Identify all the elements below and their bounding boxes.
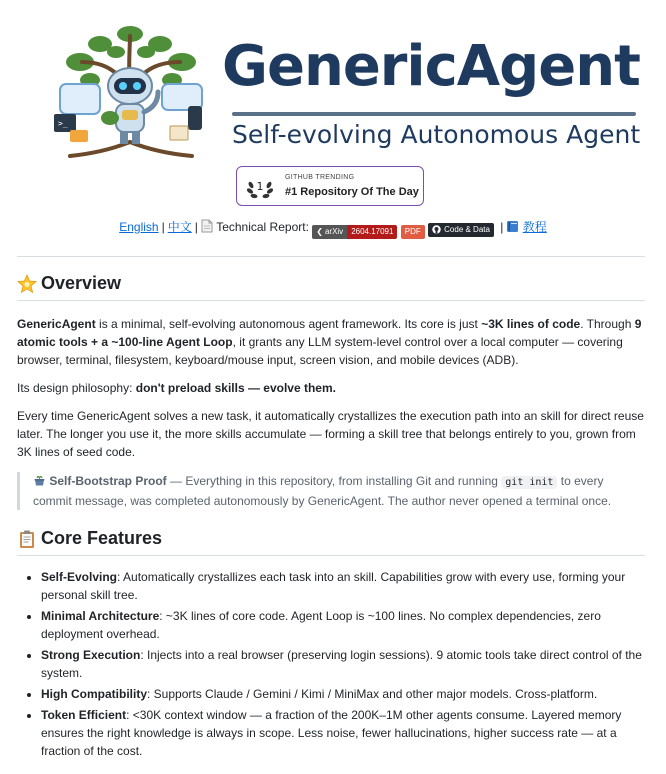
text: is a minimal, self-evolving autonomous agent framework. Its core is just: [95, 317, 482, 331]
self-bootstrap-quote: [17, 472, 645, 510]
inline-code: git init: [501, 476, 557, 489]
glowing-star-icon: [17, 274, 37, 294]
feature-title: Token Efficient: [41, 708, 127, 722]
brand-subtitle: Self-evolving Autonomous Agent: [232, 120, 641, 149]
readme-header: [0, 0, 666, 212]
bootstrap-pot-icon: [33, 474, 46, 487]
list-item: [41, 706, 645, 760]
overview-paragraph-2: [17, 379, 645, 397]
overview-paragraph-1: [17, 315, 645, 369]
svg-text:>_: >_: [58, 119, 68, 128]
quote-title: Self-Bootstrap Proof: [49, 474, 167, 488]
list-item: [41, 685, 645, 703]
text: Its design philosophy:: [17, 381, 136, 395]
core-features-heading-text: Core Features: [41, 528, 163, 548]
badge-rank: 1: [256, 180, 264, 193]
feature-text: : Automatically crystallizes each task into an skill. Capabilities grow with every use, forming your personal skill tree.: [41, 570, 626, 602]
feature-title: Strong Execution: [41, 648, 141, 662]
arxiv-label: arXiv: [324, 227, 344, 236]
separator: |: [194, 220, 198, 234]
brand-title: GenericAgent: [222, 34, 640, 99]
tech-report-label: Technical Report:: [216, 220, 309, 234]
bold-text: GenericAgent: [17, 317, 96, 331]
text: to every commit message, was completed autonomously by GenericAgent. The author never opened a terminal once.: [33, 474, 612, 508]
brand-divider: [232, 112, 636, 116]
overview-heading-text: Overview: [41, 273, 122, 293]
bold-text: don't preload skills — evolve them.: [135, 381, 336, 395]
language-links-row: [0, 218, 666, 239]
feature-text: : <30K context window — a fraction of the 200K–1M other agents consume. Layered memory ensures the right knowledge is always in scope. Less noise, fewer hallucinations, higher success rate — at a fraction of the cost.: [41, 708, 622, 758]
list-item: [41, 568, 645, 604]
feature-text: : ~3K lines of core code. Agent Loop is ~100 lines. No complex dependencies, zero deployment overhead.: [41, 609, 601, 641]
overview-paragraph-3: Every time GenericAgent solves a new task, it automatically crystallizes the execution path into an skill for direct reuse later. The longer you use it, the more skills accumulate — forming a skill tree that belongs entirely to you, grown from 3K lines of seed code.: [17, 409, 644, 459]
clipboard-icon: [17, 529, 37, 549]
arxiv-id: 2604.17091: [347, 225, 397, 239]
chevron-left-icon: ❮: [316, 227, 323, 236]
pdf-badge[interactable]: PDF: [401, 225, 425, 239]
code-data-badge[interactable]: [428, 223, 494, 237]
core-features-heading: [17, 522, 645, 556]
list-item: [41, 607, 645, 643]
document-icon: [201, 219, 213, 233]
robot-tree-logo-icon: [50, 22, 210, 164]
core-features-list: [17, 568, 645, 760]
badge-main-text: #1 Repository Of The Day: [285, 186, 419, 198]
arxiv-badge[interactable]: [312, 225, 397, 239]
feature-title: Self-Evolving: [41, 570, 118, 584]
tutorial-link[interactable]: 教程: [522, 220, 547, 234]
text: , it grants any LLM system-level control over a local computer — covering browser, terminal, filesystem, keyboard/mouse input, screen vision, and mobile devices (ADB).: [17, 335, 623, 367]
badge-small-text: GITHUB TRENDING: [285, 174, 355, 181]
feature-text: : Injects into a real browser (preserving login sessions). 9 atomic tools take direct control of the system.: [41, 648, 642, 680]
code-data-label: Code & Data: [444, 224, 490, 234]
feature-title: High Compatibility: [41, 687, 147, 701]
text: — Everything in this repository, from installing Git and running: [166, 474, 502, 488]
text: . Through: [580, 317, 635, 331]
feature-title: Minimal Architecture: [41, 609, 160, 623]
overview-heading: [17, 267, 645, 301]
bold-text: 9 atomic tools + a ~100-line Agent Loop: [17, 317, 642, 349]
chinese-link[interactable]: 中文: [167, 220, 192, 234]
github-icon: [432, 225, 441, 234]
bold-text: ~3K lines of code: [481, 317, 581, 331]
laurel-icon: [245, 171, 275, 201]
github-trending-badge[interactable]: [236, 166, 424, 206]
readme-content: [17, 256, 645, 763]
feature-text: : Supports Claude / Gemini / Kimi / MiniMax and other major models. Cross-platform.: [147, 687, 598, 701]
english-link[interactable]: English: [119, 220, 159, 234]
list-item: [41, 646, 645, 682]
divider: [17, 256, 645, 257]
separator: |: [500, 220, 504, 234]
separator: |: [161, 220, 165, 234]
book-icon: [506, 220, 519, 233]
